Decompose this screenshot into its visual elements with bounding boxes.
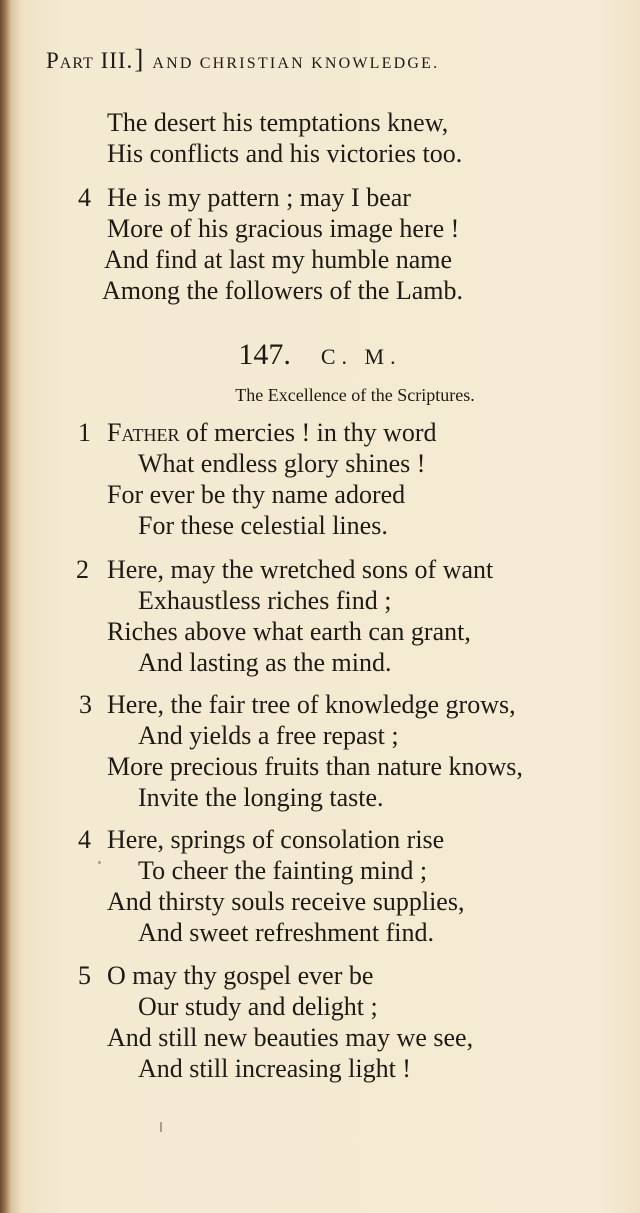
scan-speck [160,1122,162,1132]
header-bracket: ] [134,44,145,74]
running-header [46,44,546,78]
verse-line: More precious fruits than nature knows, [107,752,523,781]
verse-line: And sweet refreshment find. [138,918,435,947]
stanza-number: 4 [78,825,91,854]
running-title: AND CHRISTIAN KNOWLEDGE. [152,55,440,72]
verse-line: The desert his temptations knew, [107,108,449,137]
hymn-number: 147. [238,338,291,371]
verse-line [107,418,437,448]
verse-line: Our study and delight ; [138,992,378,1021]
verse-line: For these celestial lines. [138,511,388,540]
stanza-number: 2 [76,555,89,584]
first-word: Father [107,418,180,447]
verse-line: And lasting as the mind. [138,648,392,677]
scan-speck [98,861,101,864]
verse-line: His conflicts and his victories too. [107,139,463,168]
verse-line: And find at last my humble name [104,245,453,274]
hymn-title: The Excellence of the Scriptures. [235,385,475,405]
verse-line: Here, springs of consolation rise [107,825,445,854]
verse-line: He is my pattern ; may I bear [107,183,411,212]
stanza-number: 5 [78,961,91,990]
stanza-number: 3 [79,690,92,719]
verse-line: For ever be thy name adored [107,480,406,509]
part-label: Part III. [46,48,134,73]
verse-line: More of his gracious image here ! [107,214,460,243]
stanza-number: 1 [78,418,91,447]
verse-line: Here, the fair tree of knowledge grows, [107,690,516,719]
verse-line: And thirsty souls receive supplies, [107,887,465,916]
verse-line: And yields a free repast ; [138,721,399,750]
verse-line: And still new beauties may we see, [107,1023,474,1052]
hymn-heading [0,337,640,375]
first-line-rest: of mercies ! in thy word [179,418,437,447]
verse-line: O may thy gospel ever be [107,961,374,990]
stanza-number: 4 [78,183,91,212]
verse-line: Riches above what earth can grant, [107,617,471,646]
verse-line: And still increasing light ! [138,1054,411,1083]
hymn-meter: C. M. [320,344,402,369]
verse-line: Exhaustless riches find ; [138,586,392,615]
verse-line: Invite the longing taste. [138,783,384,812]
verse-line: Here, may the wretched sons of want [107,555,494,584]
verse-line: Among the followers of the Lamb. [102,276,464,305]
verse-line: To cheer the fainting mind ; [138,856,428,885]
verse-line: What endless glory shines ! [138,449,426,478]
